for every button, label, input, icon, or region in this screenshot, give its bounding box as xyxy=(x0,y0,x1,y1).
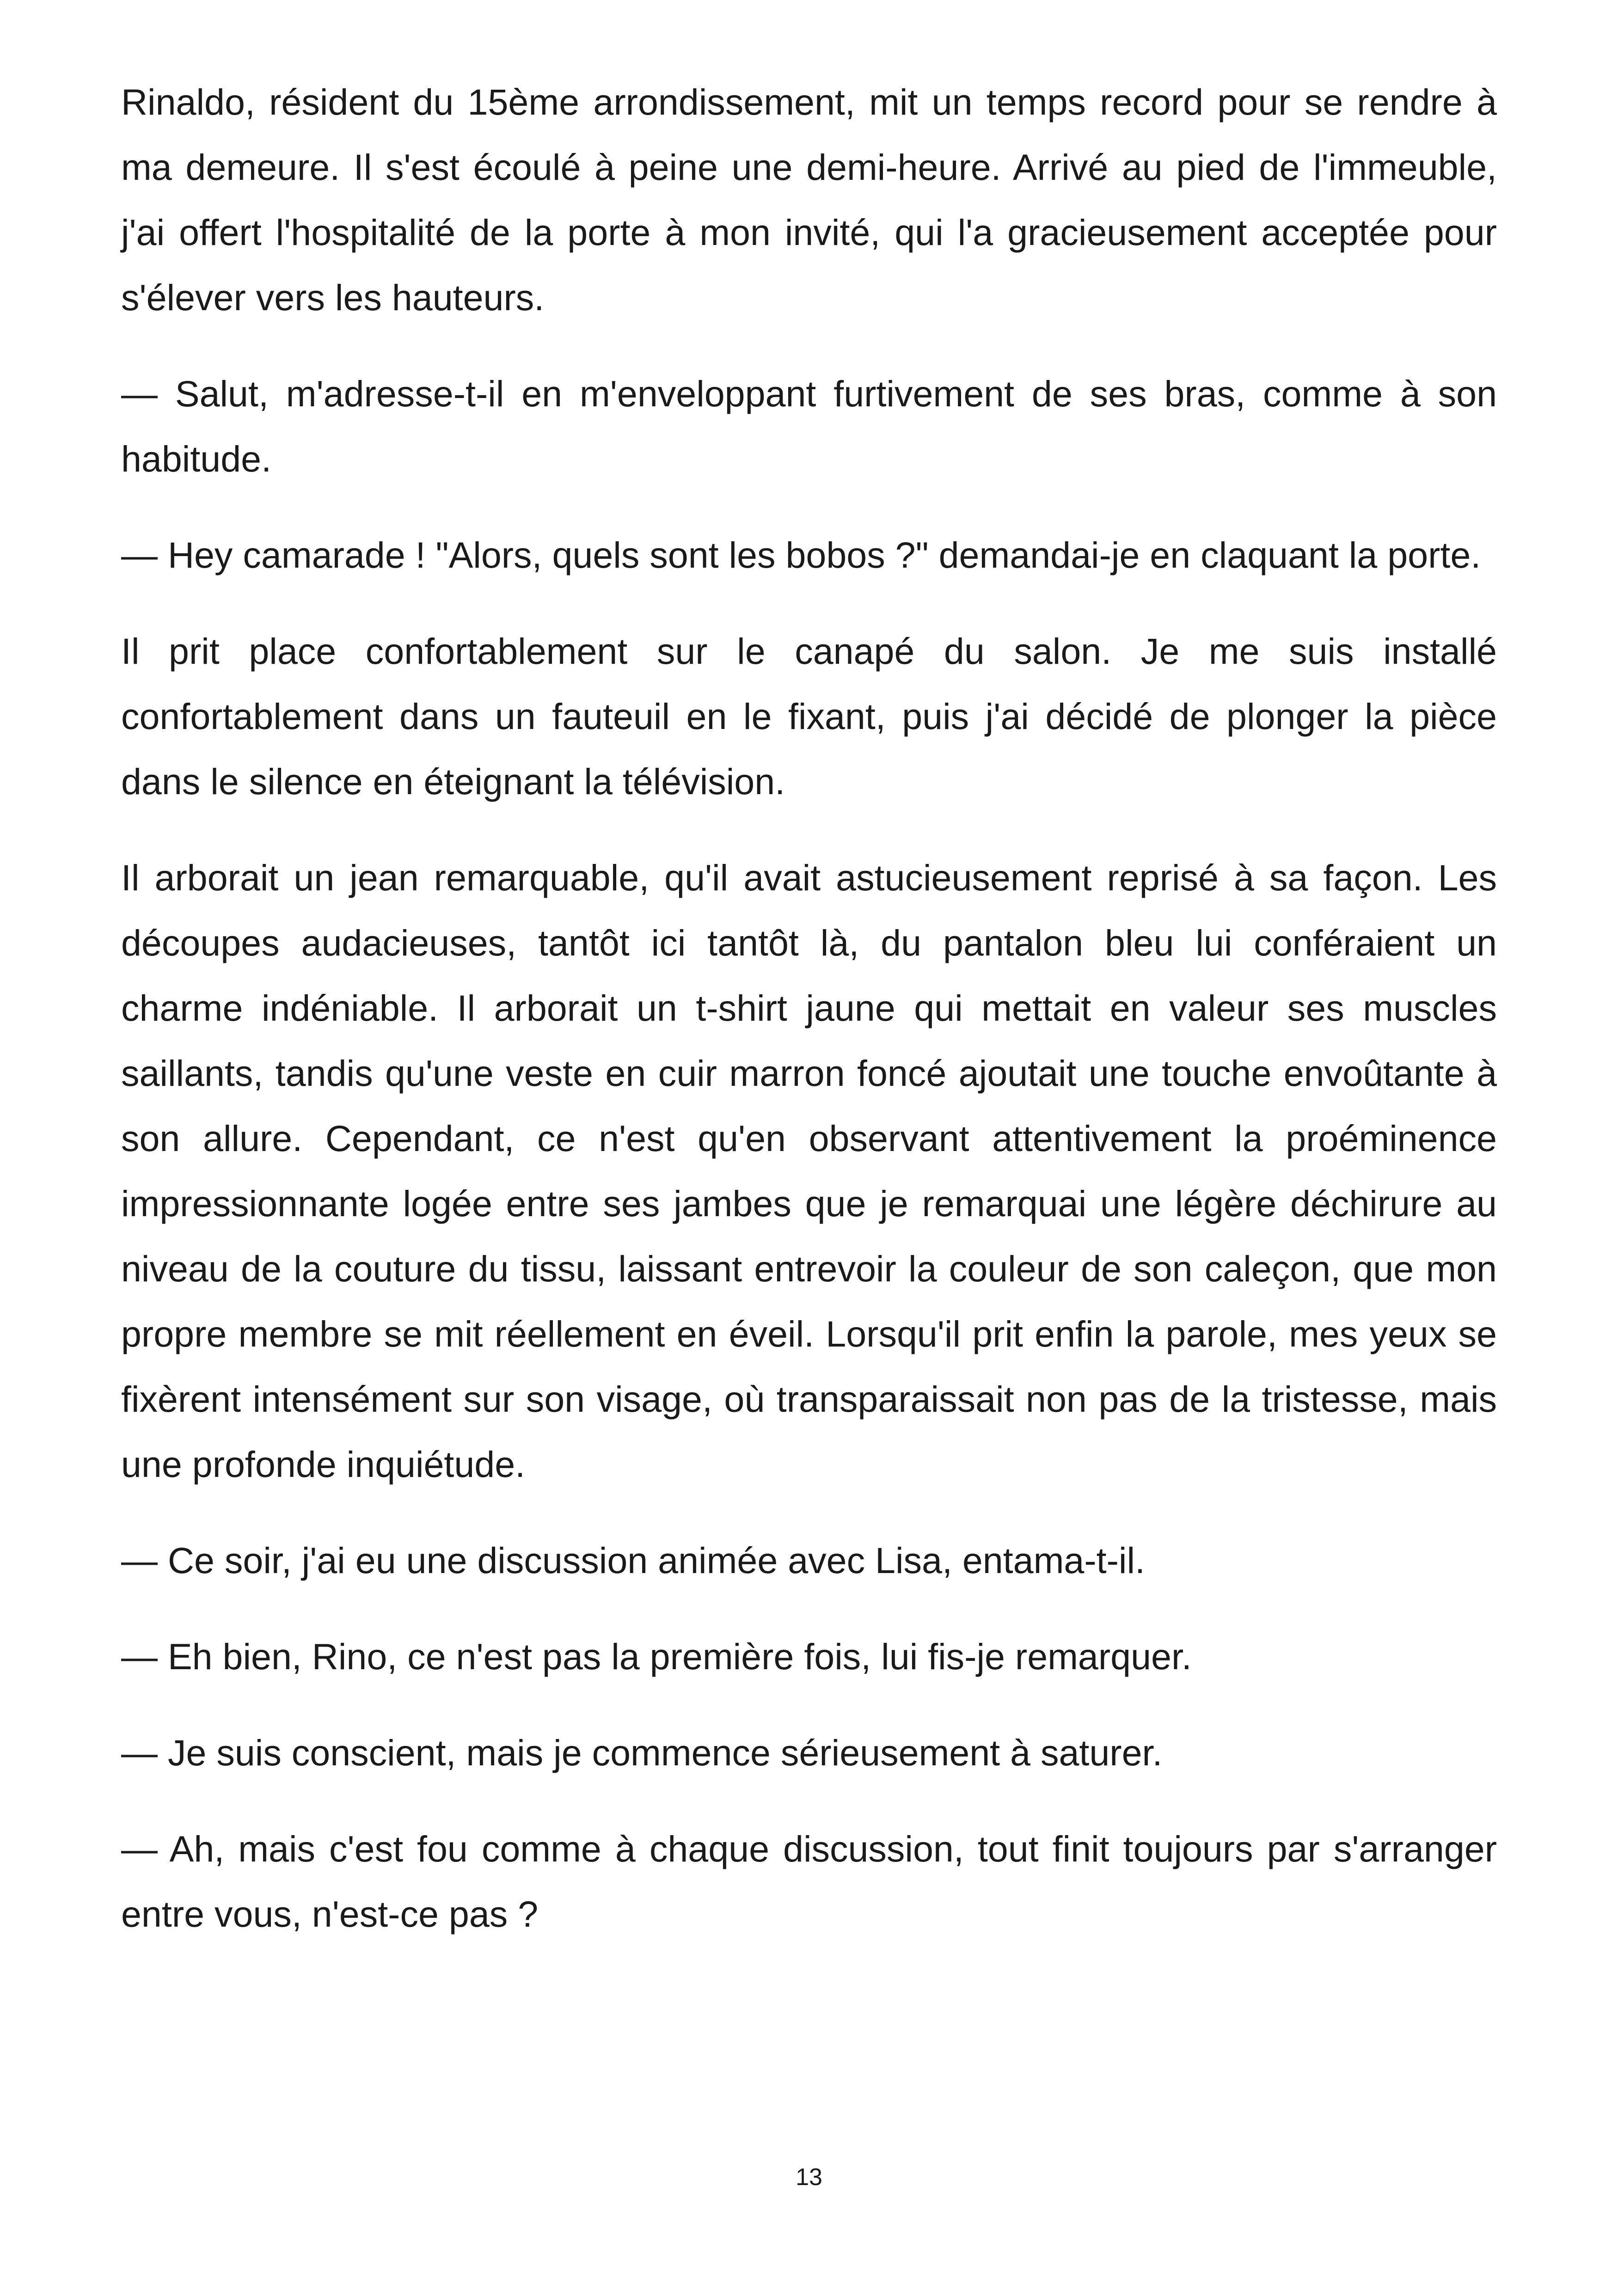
paragraph-6: — Ce soir, j'ai eu une discussion animée avec Lisa, entama-t-il. xyxy=(121,1540,1145,1581)
paragraph-8: — Je suis conscient, mais je commence sérieusement à saturer. xyxy=(121,1732,1163,1773)
paragraph-2: — Salut, m'adresse-t-il en m'enveloppant furtivement de ses bras, comme à son habitude. xyxy=(121,373,1497,479)
paragraph-4: Il prit place confortablement sur le canapé du salon. Je me suis installé confortablement dans un fauteuil en le fixant, puis j'ai décidé de plonger la pièce dans le silence en éteignant la télévision. xyxy=(121,631,1497,802)
page-number: 13 xyxy=(796,2164,822,2191)
paragraph-3: — Hey camarade ! "Alors, quels sont les bobos ?" demandai-je en claquant la porte. xyxy=(121,534,1481,576)
text-body xyxy=(121,69,1497,1978)
paragraph-5: Il arborait un jean remarquable, qu'il avait astucieusement reprisé à sa façon. Les découpes audacieuses, tantôt ici tantôt là, du pantalon bleu lui conféraient un charme indéniable. Il arborait un t-shirt jaune qui mettait en valeur ses muscles saillants, tandis qu'une veste en cuir marron foncé ajoutait une touche envoûtante à son allure. Cependant, ce n'est qu'en observant attentivement la proéminence impressionnante logée entre ses jambes que je remarquai une légère déchirure au niveau de la couture du tissu, laissant entrevoir la couleur de son caleçon, que mon propre membre se mit réellement en éveil. Lorsqu'il prit enfin la parole, mes yeux se fixèrent intensément sur son visage, où transparaissait non pas de la tristesse, mais une profonde inquiétude. xyxy=(121,857,1497,1485)
paragraph-1: Rinaldo, résident du 15ème arrondissement, mit un temps record pour se rendre à ma demeure. Il s'est écoulé à peine une demi-heure. Arrivé au pied de l'immeuble, j'ai offert l'hospitalité de la porte à mon invité, qui l'a gracieusement acceptée pour s'élever vers les hauteurs. xyxy=(121,81,1497,318)
paragraph-9: — Ah, mais c'est fou comme à chaque discussion, tout finit toujours par s'arranger entre vous, n'est-ce pas ? xyxy=(121,1828,1497,1935)
paragraph-7: — Eh bien, Rino, ce n'est pas la première fois, lui fis-je remarquer. xyxy=(121,1636,1192,1677)
